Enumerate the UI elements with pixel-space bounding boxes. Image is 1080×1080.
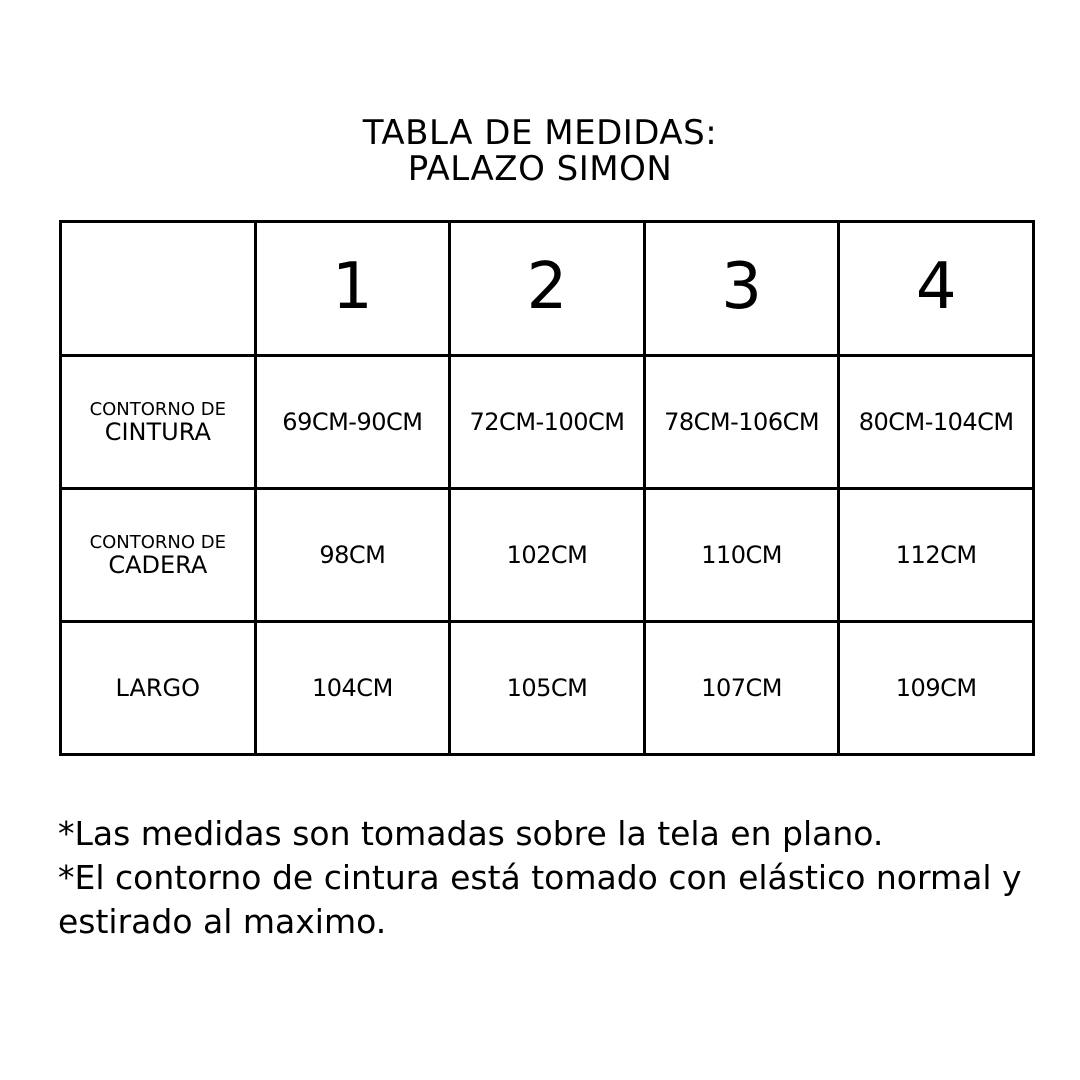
size-number: 4: [915, 249, 957, 324]
table-header-row: [61, 222, 1034, 356]
cell-value: 109CM: [895, 674, 977, 702]
cell-value: 102CM: [506, 541, 588, 569]
row-label-cell: [61, 356, 256, 489]
note-measurement: *Las medidas son tomadas sobre la tela en plano.: [58, 814, 884, 853]
row-label-cell: [61, 622, 256, 755]
row-label-prefix: CONTORNO DE: [89, 532, 227, 553]
row-label-main: CADERA: [108, 551, 208, 579]
table-cell: [839, 489, 1034, 622]
cell-value: 112CM: [895, 541, 977, 569]
size-header-cell: [644, 222, 839, 356]
cell-value: 78CM-106CM: [664, 408, 820, 436]
title-line-2: PALAZO SIMON: [407, 149, 673, 189]
cell-value: 98CM: [319, 541, 386, 569]
size-number: 3: [721, 249, 762, 324]
title-line-1: TABLA DE MEDIDAS:: [362, 113, 718, 153]
row-label-prefix: CONTORNO DE: [89, 399, 227, 420]
table-cell: [255, 356, 450, 489]
table-cell: [450, 622, 645, 755]
table-row-cadera: [61, 489, 1034, 622]
cell-value: 110CM: [701, 541, 782, 569]
table-cell: [450, 356, 645, 489]
row-label-main: CINTURA: [104, 418, 211, 446]
table-cell: [255, 622, 450, 755]
table-cell: [644, 622, 839, 755]
cell-value: 72CM-100CM: [469, 408, 625, 436]
cell-value: 105CM: [506, 674, 588, 702]
size-number: 2: [526, 249, 568, 324]
size-table: [59, 220, 1035, 756]
size-header-cell: [839, 222, 1034, 356]
note-waist: *El contorno de cintura está tomado con elástico normal y estirado al maximo.: [58, 858, 1022, 941]
cell-value: 107CM: [701, 674, 782, 702]
row-label-cell: [61, 489, 256, 622]
row-label-main: LARGO: [115, 674, 201, 702]
table-cell: [839, 622, 1034, 755]
table-cell: [644, 356, 839, 489]
table-cell: [839, 356, 1034, 489]
table-row-cintura: [61, 356, 1034, 489]
notes: [58, 812, 1048, 944]
table-cell: [450, 489, 645, 622]
cell-value: 69CM-90CM: [282, 408, 423, 436]
table-corner-cell: [61, 222, 256, 356]
cell-value: 80CM-104CM: [858, 408, 1014, 436]
table-row-largo: [61, 622, 1034, 755]
table-cell: [255, 489, 450, 622]
size-header-cell: [255, 222, 450, 356]
cell-value: 104CM: [312, 674, 393, 702]
size-header-cell: [450, 222, 645, 356]
table-cell: [644, 489, 839, 622]
size-number: 1: [332, 249, 373, 324]
